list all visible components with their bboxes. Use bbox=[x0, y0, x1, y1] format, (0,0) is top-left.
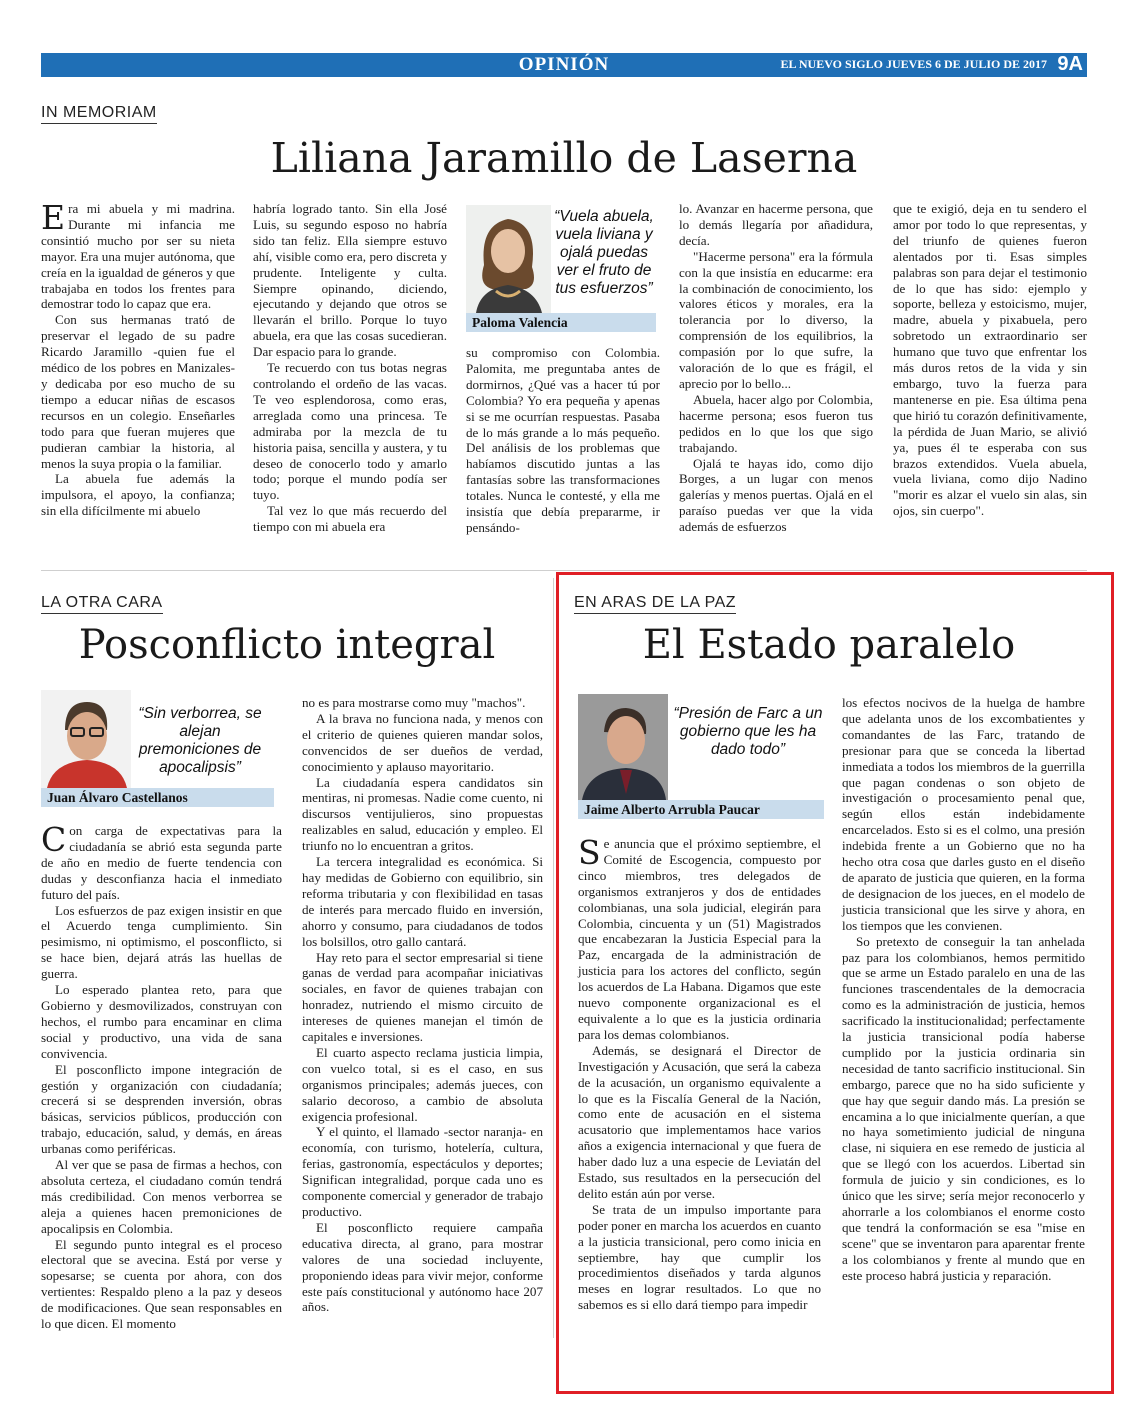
masthead-date: EL NUEVO SIGLO JUEVES 6 DE JULIO DE 2017 bbox=[780, 57, 1047, 71]
paragraph: lo. Avanzar en hacerme persona, que lo demás llegaría por añadidura, decía. bbox=[679, 201, 873, 248]
memoriam-column-5 bbox=[893, 201, 1087, 519]
otra-cara-column-1 bbox=[41, 820, 282, 1332]
page-number: 9A bbox=[1057, 53, 1083, 75]
paragraph: El segundo punto integral es el proceso electoral que se avecina. Está por verse y sopesarse; se cuenta por ahora, con dos vertientes: Respaldo pleno a la paz y deseos de modificaciones. Que sean responsables en lo que dicen. El momento bbox=[41, 1236, 282, 1332]
paragraph: habría logrado tanto. Sin ella José Luis, su segundo esposo no habría sido tan feliz. Ella siempre estuvo ahí, visible como era, pero discreta y prudente. Inteligente y culta. Siempre opinando, diciendo, ejecutando y dejando que otros se llevarán el brillo. Porque lo tuyo abuela, era que las cosas sucedieran. Dar espacio para lo grande. bbox=[253, 201, 447, 360]
paragraph: La ciudadanía espera candidatos sin mentiras, ni promesas. Nadie come cuento, ni discursos ventijulieros, sino propuestas realizables en salud, educación y empleo. El triunfo no lo encuentran a gritos. bbox=[302, 774, 543, 854]
author-photo bbox=[578, 694, 668, 800]
paragraph: Ojalá te hayas ido, como dijo Borges, a un lugar con menos galerías y menos puertas. Ojalá en el paraíso puedas ver que la vida además de esfuerzos bbox=[679, 455, 873, 535]
aras-paz-column-1 bbox=[578, 833, 821, 1313]
paragraph: El posconflicto requiere campaña educativa directa, al grano, para mostrar valores de una sociedad incluyente, proponiendo ideas para vivir mejor, conforme este país constitucional y autónomo hace 207 años. bbox=[302, 1219, 543, 1315]
paragraph: Y el quinto, el llamado -sector naranja- en economía, con turismo, hotelería, cultura, ferias, gastronomía, espectáculos y deportes; Significan integralidad, porque cada uno es componente comercial y generador de trabajo productivo. bbox=[302, 1124, 543, 1219]
portrait-icon bbox=[466, 205, 551, 313]
paragraph: So pretexto de conseguir la tan anhelada paz para los colombianos, hemos permitido que se arme un Estado paralelo en una de las funciones trascendentales de la democracia como es la administración de justicia, hemos sacrificado la institucionalidad; perfectamente la justicia transicional podía haberse cumplido por la justicia ordinaria sin necesidad de tanto sacrificio institucional. Sin embargo, parece que no ha sido suficiente y que hay que seguir dando más. La presión se encamina a lo que inicialmente querían, a que no haya sometimiento judicial de ninguna clase, ni siquiera en ese remedo de justicia al que se llegó con los acuerdos. Libertad sin formula de juicio y sin condiciones, es lo único que les sirve; sería mejor reconocerlo y ahorrarle a los colombianos el enorme costo que tendrá la conformación se esa "mise en scene" que se inventaron para aparentar frente a los colombianos y frente al mundo que en este proceso habrá justicia y reparación. bbox=[842, 933, 1085, 1283]
drop-cap: S bbox=[578, 833, 601, 872]
otra-cara-pull-quote: “Sin verborrea, se alejan premoniciones de apocalipsis” bbox=[138, 705, 262, 776]
author-photo bbox=[466, 205, 551, 313]
drop-cap: E bbox=[41, 198, 66, 237]
memoriam-kicker: IN MEMORIAM bbox=[41, 104, 157, 124]
memoriam-column-1 bbox=[41, 198, 235, 519]
paragraph: su compromiso con Colombia. Palomita, me preguntaba antes de dormirnos, ¿Qué vas a hacer tú por Colombia? Yo era pequeña y apenas si se me ocurrían respuestas. Pasaba de lo más grande a lo más pequeño. Del análisis de los problemas que habíamos discutido juntas a las fantasías sobre las transformaciones totales. Nunca le contesté, y ella me insistía que debía prepararme, ir pensándo- bbox=[466, 345, 660, 535]
section-name: OPINIÓN bbox=[518, 54, 610, 75]
paragraph: ra mi abuela y mi madrina. Durante mi infancia me consintió mucho por ser su nieta mayor. Era una mujer autónoma, que creía en la igualdad de géneros y que trabajaba en todos los frentes para demostrar todo lo capaz que era. bbox=[41, 201, 235, 312]
paragraph: El posconflicto impone integración de gestión y organización con ciudadanía; crecerá si se desprenden inversión, obras básicas, servicios públicos, producción con trabajo, educación, salud, y demás, en áreas urbanas como periféricas. bbox=[41, 1061, 282, 1157]
paragraph: Los esfuerzos de paz exigen insistir en que el Acuerdo tenga cumplimiento. Sin pesimismo, ni optimismo, el posconflicto, si se hace bien, dejará atrás las huellas de guerra. bbox=[41, 902, 282, 982]
portrait-icon bbox=[41, 690, 131, 788]
author-photo bbox=[41, 690, 131, 788]
aras-paz-author-name: Jaime Alberto Arrubla Paucar bbox=[578, 800, 824, 819]
memoriam-column-3 bbox=[466, 345, 660, 536]
column-divider bbox=[553, 578, 554, 1338]
paragraph: Abuela, hacer algo por Colombia, hacerme persona; esos fueron tus pedidos en lo que los que sigo trabajando. bbox=[679, 391, 873, 455]
paragraph: Te recuerdo con tus botas negras controlando el ordeño de las vacas. Te veo esplendorosa, como eras, arreglada como una princesa. Te admiraba por la mezcla de tu historia paisa, sencilla y austera, y tu deseo de conocerlo todo y amarlo todo; porque el mundo podía ser tuyo. bbox=[253, 360, 447, 503]
paragraph: A la brava no funciona nada, y menos con el criterio de quienes quieren mandar solos, convencidos de ser dueños de verdad, conocimiento y aplauso mayoritario. bbox=[302, 710, 543, 774]
memoriam-column-2 bbox=[253, 201, 447, 535]
paragraph: Tal vez lo que más recuerdo del tiempo con mi abuela era bbox=[253, 503, 447, 535]
paragraph: los efectos nocivos de la huelga de hambre que adelanta unos de los excombatientes y comandantes de las Farc, tratando de presionar para que se conceda la libertad inmediata a todos los miembros de la guerrilla que pagan condenas o son objeto de investigación o procesamiento penal que, según ellos están indebidamente encarcelados. Esto si es el colmo, una presión indebida frente a un Gobierno que no ha hecho otra cosa que darles gusto en el diseño de aparato de justicia que quieren, en la forma de designacion de los jueces, en el modelo de justicia transicional que les sirve y ahora, en los tiempos que les convienen. bbox=[842, 695, 1085, 933]
memoriam-headline: Liliana Jaramillo de Laserna bbox=[270, 134, 858, 182]
otra-cara-kicker: LA OTRA CARA bbox=[41, 594, 163, 614]
paragraph: Se trata de un impulso importante para poder poner en marcha los acuerdos en cuanto a la justicia transicional, pero como inicia en septiembre, hay que cumplir los procedimientos diseñados y tarda algunos meses en lograr resultados. Lo que no sabemos es si ello dará tiempo para impedir bbox=[578, 1201, 821, 1313]
paragraph: Además, se designará el Director de Investigación y Acusación, que será la cabeza de la acusación, un organismo equivalente a lo que es la Fiscalía General de la Nación, como ente de acusación en el sistema acusatorio que implementamos hace varios años a exigencia internacional y que fuera de haber dado luz a una especie de Leviatán del Estado, sus resultados en la persecución del delito están aún por verse. bbox=[578, 1042, 821, 1201]
otra-cara-author-name: Juan Álvaro Castellanos bbox=[41, 788, 274, 807]
paragraph: Al ver que se pasa de firmas a hechos, con absoluta certeza, el ciudadano común tendrá más credibilidad. Con menos verborrea se aleja a quienes hacen premoniciones de apocalipsis en Colombia. bbox=[41, 1157, 282, 1236]
portrait-icon bbox=[578, 694, 668, 800]
aras-paz-kicker: EN ARAS DE LA PAZ bbox=[574, 594, 736, 614]
paragraph: que te exigió, deja en tu sendero el amor por todo lo que representas, y del triunfo de quienes fueron alentados por ti. Esas simples palabras son para dejar el testimonio de lo que has sido: ejemplo y soporte, belleza y estoicismo, mujer, madre, abuela y pixabuela, pero sobretodo un extraordinario ser humano que tuvo que enfrentar los más duros retos de la vida y sin embargo, tuvo la fuerza para mantenerse en pie. Esa última pena que hirió tu corazón definitivamente, la pérdida de Juan Mario, se alivió ya, pues él te esperaba con sus brazos extendidos. Vuela abuela, vuela liviana, como dijo Nadino "morir es alzar el vuelo sin alas, sin ojos, sin cuerpo". bbox=[893, 201, 1087, 519]
drop-cap: C bbox=[41, 820, 67, 859]
paragraph: no es para mostrarse como muy "machos". bbox=[302, 695, 526, 710]
paragraph: Con sus hermanas trató de preservar el legado de su padre Ricardo Jaramillo -quien fue el médico de los pobres en Manizales- y dedicaba por eso mucho de su tiempo a educar niñas de escasos recursos en un colegio. Enseñarles todo para que fueran mujeres que pudieran cambiar la historia, al menos la suya propia o la familiar. bbox=[41, 312, 235, 471]
aras-paz-column-2 bbox=[842, 695, 1085, 1284]
paragraph: Lo esperado plantea reto, para que Gobierno y desmovilizados, construyan con hechos, el rumbo para encaminar en clima social y productivo, una vida de sana convivencia. bbox=[41, 982, 282, 1061]
paragraph: on carga de expectativas para la ciudadanía se abrió esta segunda parte de año en medio de fuerte tendencia con dudas y desconfianza hacia el inmediato futuro del país. bbox=[41, 823, 282, 902]
memoriam-pull-quote: “Vuela abuela, vuela liviana y ojalá puedas ver el fruto de tus esfuerzos” bbox=[554, 208, 654, 297]
section-header-bar bbox=[41, 53, 1087, 77]
paragraph: "Hacerme persona" era la fórmula con la que insistía en educarme: era la combinación de conocimiento, los valores éticos y morales, era la tolerancia por lo diverso, la comprensión de los equilibrios, la compasión por lo que sufre, la valoración de lo que es frágil, el aprecio por lo bello... bbox=[679, 248, 873, 391]
section-divider bbox=[41, 570, 1087, 571]
aras-paz-headline: El Estado paralelo bbox=[642, 622, 1016, 668]
aras-paz-pull-quote: “Presión de Farc a un gobierno que les ha dado todo” bbox=[673, 705, 823, 758]
memoriam-author-name: Paloma Valencia bbox=[466, 313, 656, 332]
paragraph: Hay reto para el sector empresarial si tiene ganas de verdad para acompañar iniciativas sociales, en favor de quienes trabajan con honradez, nutriendo el mismo circuito de intereses de quienes manejan el timón de capitales e inversiones. bbox=[302, 949, 543, 1045]
otra-cara-headline: Posconflicto integral bbox=[78, 622, 496, 668]
paragraph: El cuarto aspecto reclama justicia limpia, con vuelco total, si es el caso, en sus organismos principales; además jueces, con salario decoroso, a cambio de absoluta exigencia profesional. bbox=[302, 1044, 543, 1124]
paragraph: e anuncia que el próximo septiembre, el Comité de Escogencia, compuesto por cinco miembros, tres delegados de organismos extranjeros y dos de entidades colombianas, una sola judicial, elegirán para Colombia, cincuenta y un (51) Magistrados que encabezaran la Justicia Especial para la Paz, encargada de la administración de justicia para los actores del conflicto, según los acuerdos de La Habana. Digamos que este nuevo componente organizacional es el equivalente a lo que es la justicia ordinaria para los demas colombianos. bbox=[578, 836, 821, 1042]
otra-cara-column-2 bbox=[302, 695, 543, 1315]
paragraph: La abuela fue además la impulsora, el apoyo, la confianza; sin ella difícilmente mi abuelo bbox=[41, 471, 235, 519]
paragraph: La tercera integralidad es económica. Si hay medidas de Gobierno con equilibrio, sin reforma tributaria y con flexibilidad en tasas de interés para mercado fluido en inversión, ahorro y consumo, para ciudadanos de todos los bolsillos, otro gallo cantará. bbox=[302, 854, 543, 949]
memoriam-column-4 bbox=[679, 201, 873, 535]
